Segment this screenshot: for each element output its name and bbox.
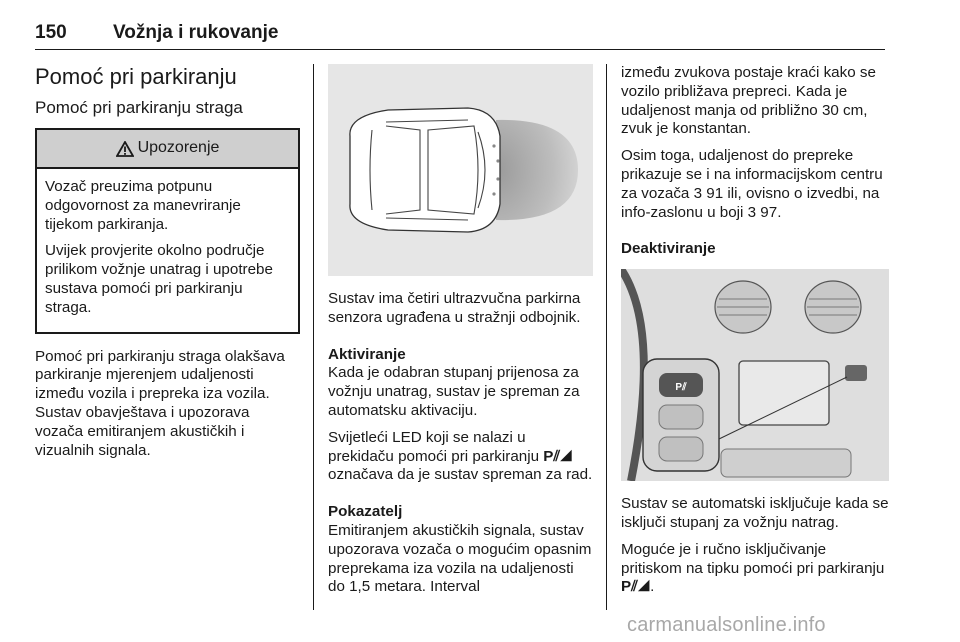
page-number: 150 [35,22,67,43]
body-paragraph: Pomoć pri parkiranju straga olakšava parkiranje mjerenjem udaljenosti između vozila i prepreka iza vozila. Sustav obavještava i upozorava vozača emitiranjem akustičkih i vizualnih signala. [35,347,285,459]
warning-label: Upozorenje [137,139,220,157]
svg-text:P⫽: P⫽ [675,382,687,394]
section-subtitle: Pomoć pri parkiranju straga [35,98,243,117]
running-title: Vožnja i rukovanje [113,22,279,43]
park-assist-icon: P⫽◢ [543,447,573,465]
deactivation-heading: Deaktiviranje [621,240,716,258]
watermark: carmanualsonline.info [627,614,826,636]
led-text-end: označava da je sustav spreman za rad. [328,466,593,484]
car-top-view-illustration [328,64,593,276]
activation-paragraph: Kada je odabran stupanj prijenosa za vožnju unatrag, sustav je spreman za automatsku aktivaciju. [328,364,580,419]
indicator-heading: Pokazatelj [328,503,403,521]
header-rule [35,49,885,50]
deactivation-paragraph: Sustav se automatski isključuje kada se isključi stupanj za vožnju natrag. [621,495,889,531]
section-title: Pomoć pri parkiranju [35,64,237,89]
dashboard-switch-figure [621,269,889,481]
manual-text: Moguće je i ručno isključivanje pritiskom na tipku pomoći pri parkiranju [621,540,885,577]
led-paragraph [328,429,593,485]
column-divider [606,64,607,610]
car-sensor-figure [328,64,593,276]
continued-paragraph: između zvukova postaje kraći kako se vozilo približava prepreci. Kada je udaljenost manja od približno 30 cm, zvuk je konstantan. [621,64,876,138]
warning-body [37,169,298,332]
manual-text-end: . [650,578,655,596]
warning-paragraph: Uvijek provjerite okolno područje prilikom vožnje unatrag i upotrebe sustava pomoći pri parkiranju straga. [45,242,273,316]
manual-deactivation-paragraph [621,541,889,597]
warning-header [37,130,298,169]
column-3 [621,64,889,605]
indicator-paragraph: Emitiranjem akustičkih signala, sustav upozorava vozača o mogućim opasnim preprekama iza vozila na udaljenosti do 1,5 metara. Interval [328,521,592,596]
park-assist-icon: P⫽◢ [621,578,651,596]
column-2 [328,64,593,605]
column-divider [313,64,314,610]
activation-heading: Aktiviranje [328,345,406,363]
page-header [35,22,885,50]
warning-triangle-icon [116,141,134,157]
warning-box [35,128,300,334]
warning-paragraph: Vozač preuzima potpunu odgovornost za manevriranje tijekom parkiranja. [45,178,241,233]
led-text: Svijetleći LED koji se nalazi u prekidaču pomoći pri parkiranju [328,428,540,465]
dashboard-illustration [621,269,889,481]
intro-paragraph: Sustav ima četiri ultrazvučna parkirna senzora ugrađena u stražnji odbojnik. [328,290,581,326]
info-paragraph: Osim toga, udaljenost do prepreke prikazuje se i na informacijskom centru za vozača 3 91 ili, ovisno o izvedbi, na info-zaslonu u boji 3 97. [621,147,883,221]
column-1 [35,64,300,468]
